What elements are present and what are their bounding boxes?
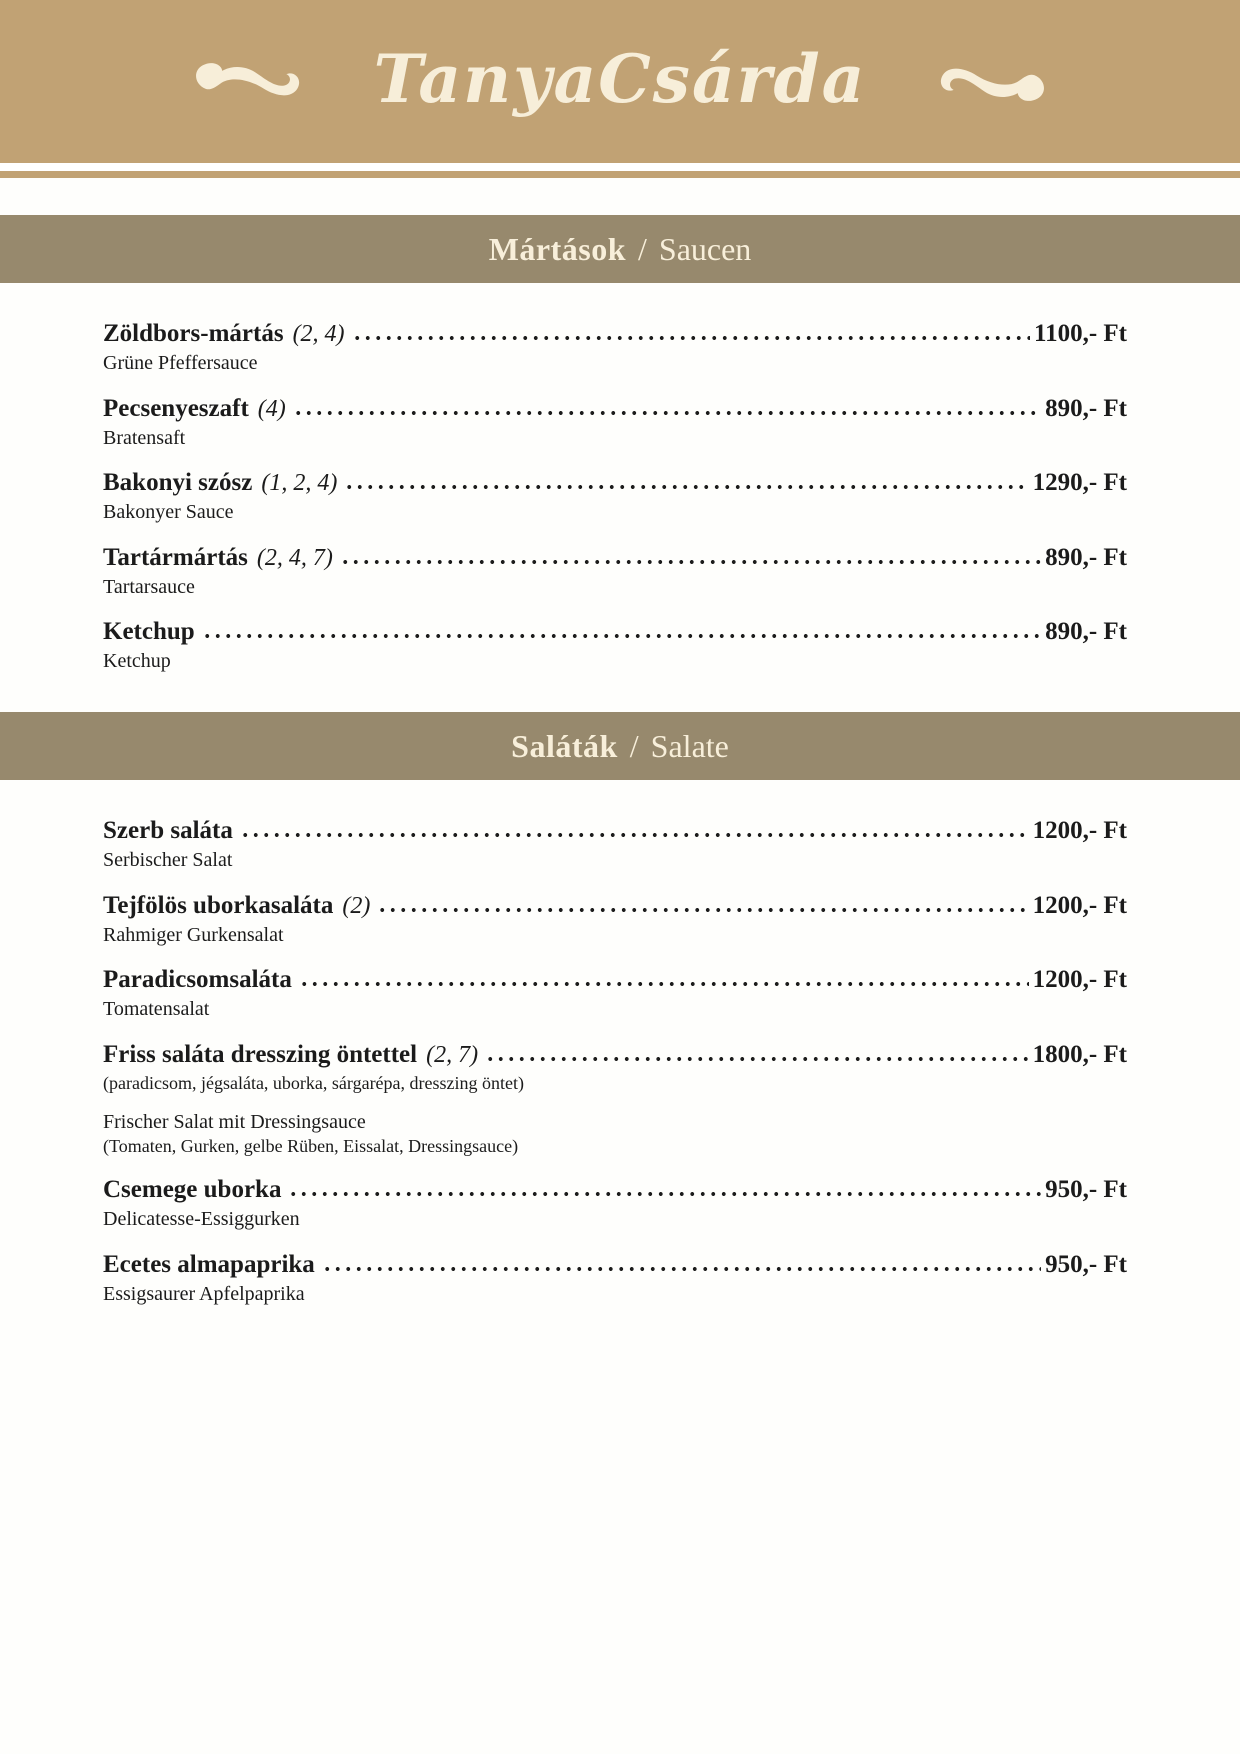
item-sublines <box>103 997 1127 1023</box>
item-row <box>103 543 1127 573</box>
menu-item <box>103 1175 1127 1233</box>
dot-leader <box>344 484 1028 490</box>
item-allergens: (1, 2, 4) <box>261 470 338 497</box>
item-allergens: (2) <box>342 892 371 919</box>
item-price: 890,- Ft <box>1045 618 1127 646</box>
item-price: 1200,- Ft <box>1032 891 1127 919</box>
dot-leader <box>288 1191 1041 1197</box>
menu-item <box>103 394 1127 452</box>
item-row <box>103 1040 1127 1070</box>
dot-leader <box>485 1056 1029 1062</box>
item-row <box>103 965 1127 995</box>
item-price: 890,- Ft <box>1045 394 1127 422</box>
moustache-flourish-left-icon <box>192 57 310 107</box>
menu-item <box>103 1250 1127 1308</box>
item-row <box>103 394 1127 424</box>
item-price: 1800,- Ft <box>1032 1040 1127 1068</box>
item-sublines <box>103 1282 1127 1308</box>
menu-item <box>103 1040 1127 1159</box>
menu-item <box>103 816 1127 874</box>
menu-section <box>0 712 1240 1308</box>
section-title-hu: Mártások <box>488 231 626 267</box>
item-price: 1100,- Ft <box>1033 320 1127 347</box>
item-subline: Delicatesse-Essiggurken <box>103 1208 300 1231</box>
item-row <box>103 891 1127 921</box>
item-allergens: (2, 4) <box>292 321 345 347</box>
item-name: Bakonyi szósz <box>103 469 253 497</box>
menu-item <box>103 891 1127 949</box>
menu-item <box>103 319 1127 377</box>
item-sublines <box>103 575 1127 601</box>
restaurant-title: TanyaCsárda <box>373 39 867 118</box>
item-sublines <box>103 848 1127 874</box>
item-price: 1290,- Ft <box>1032 469 1127 497</box>
item-name: Csemege uborka <box>103 1176 282 1204</box>
dot-leader <box>322 1266 1041 1272</box>
item-sublines <box>103 500 1127 526</box>
item-name: Szerb saláta <box>103 816 233 844</box>
item-sublines <box>103 351 1127 377</box>
item-price: 1200,- Ft <box>1032 816 1127 844</box>
item-row <box>103 468 1127 498</box>
section-title-de: Salate <box>650 727 729 764</box>
item-subline: Bratensaft <box>103 426 186 449</box>
section-title-de: Saucen <box>658 231 752 267</box>
item-name: Friss saláta dresszing öntettel <box>103 1040 418 1068</box>
item-price: 1200,- Ft <box>1032 966 1127 994</box>
dot-leader <box>202 633 1041 639</box>
section-header-bar <box>0 215 1240 283</box>
item-subline: Tartarsauce <box>103 575 195 598</box>
dot-leader <box>377 907 1028 913</box>
section-title-divider: / <box>638 231 647 267</box>
item-name: Ketchup <box>103 618 195 646</box>
header-band <box>0 0 1240 163</box>
item-row <box>103 816 1127 846</box>
item-allergens: (2, 7) <box>426 1041 479 1068</box>
item-price: 950,- Ft <box>1045 1176 1127 1204</box>
item-subline: Frischer Salat mit Dressingsauce <box>103 1110 366 1133</box>
item-name: Tejfölös uborkasaláta <box>103 891 334 919</box>
item-name: Zöldbors-mártás <box>103 320 284 347</box>
dot-leader <box>293 410 1041 416</box>
item-subline: Bakonyer Sauce <box>103 501 234 524</box>
item-sublines <box>103 649 1127 675</box>
moustache-flourish-right-icon <box>930 57 1048 107</box>
item-subline: (paradicsom, jégsaláta, uborka, sárgarépa, dresszing öntet) <box>103 1072 525 1093</box>
menu-item <box>103 468 1127 526</box>
header-white-gap <box>0 163 1240 171</box>
item-price: 950,- Ft <box>1045 1251 1127 1278</box>
item-name: Pecsenyeszaft <box>103 394 249 422</box>
dot-leader <box>299 981 1029 987</box>
menu-item <box>103 543 1127 601</box>
item-row <box>103 319 1127 349</box>
item-sublines <box>103 1072 1127 1159</box>
section-items <box>0 780 1240 1308</box>
menu-item <box>103 617 1127 675</box>
item-allergens: (4) <box>257 395 286 422</box>
item-sublines <box>103 1207 1127 1233</box>
section-header-bar <box>0 712 1240 780</box>
item-subline: (Tomaten, Gurken, gelbe Rüben, Eissalat, Dressingsauce) <box>103 1136 519 1157</box>
menu-sections <box>0 215 1240 1308</box>
dot-leader <box>352 335 1030 341</box>
item-allergens: (2, 4, 7) <box>256 544 333 571</box>
dot-leader <box>340 559 1041 565</box>
item-row <box>103 1250 1127 1280</box>
item-sublines <box>103 923 1127 949</box>
section-items <box>0 283 1240 675</box>
item-subline: Serbischer Salat <box>103 848 233 871</box>
item-row <box>103 617 1127 647</box>
item-name: Paradicsomsaláta <box>103 966 292 994</box>
dot-leader <box>240 832 1029 838</box>
item-subline: Grüne Pfeffersauce <box>103 352 258 374</box>
item-subline: Tomatensalat <box>103 998 210 1021</box>
item-sublines <box>103 426 1127 452</box>
menu-section <box>0 215 1240 675</box>
section-title-divider: / <box>629 727 639 764</box>
item-row <box>103 1175 1127 1205</box>
item-price: 890,- Ft <box>1045 543 1127 571</box>
item-subline: Rahmiger Gurkensalat <box>103 923 284 946</box>
menu-item <box>103 965 1127 1023</box>
header-divider-line <box>0 171 1240 178</box>
item-subline: Ketchup <box>103 650 171 673</box>
item-name: Tartármártás <box>103 543 248 571</box>
item-name: Ecetes almapaprika <box>103 1251 315 1278</box>
section-title-hu: Saláták <box>511 727 618 764</box>
item-subline: Essigsaurer Apfelpaprika <box>103 1283 305 1305</box>
